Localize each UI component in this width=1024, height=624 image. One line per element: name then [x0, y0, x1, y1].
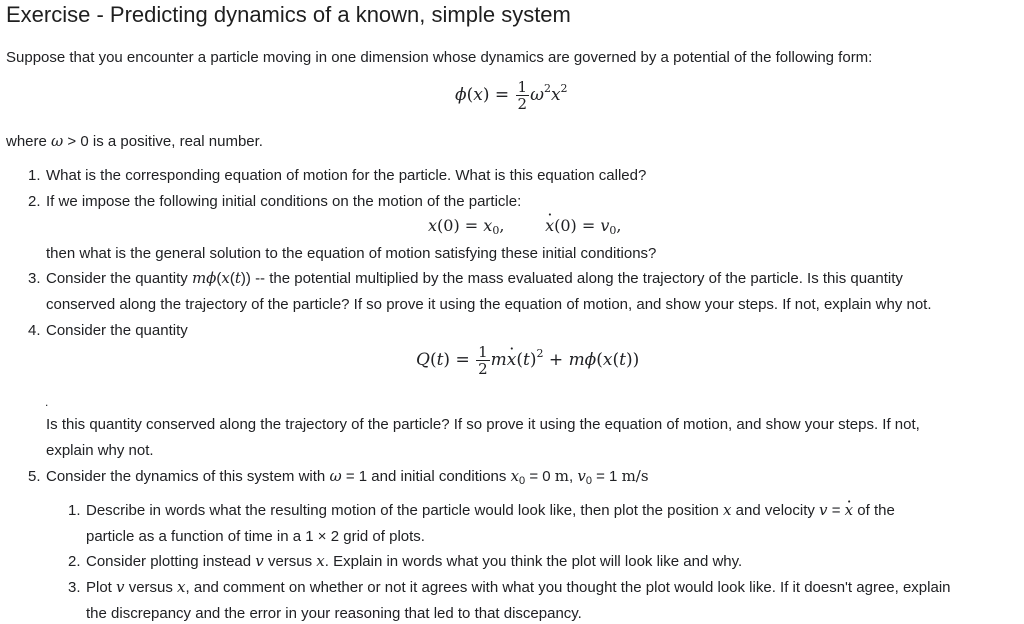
sub-list-item: 2. Consider plotting instead v versus x. Explain in words what you think the plot will look like and why.: [68, 552, 743, 570]
list-item: 3. Consider the quantity mϕ(x(t)) -- the potential multiplied by the mass evaluated along the trajectory of the particle. Is this quantity: [28, 269, 903, 287]
list-item: 4. Consider the quantity: [28, 322, 188, 339]
initial-conditions-equation: $x(0) = x_0$, $x \cdot(0) = v_0$,: [428, 216, 622, 235]
list-item-continuation: then what is the general solution to the equation of motion satisfying these initial conditions?: [46, 245, 657, 262]
list-item-continuation: explain why not.: [46, 442, 154, 459]
list-item: 5. Consider the dynamics of this system with ω = 1 and initial conditions $x_0 = 0$ m, $v_0 = 1$ m/s: [28, 467, 649, 487]
equation-period: .: [45, 395, 49, 409]
sub-list-item-continuation: particle as a function of time in a 1 × 2 grid of plots.: [86, 528, 425, 545]
intro-text: Suppose that you encounter a particle moving in one dimension whose dynamics are governed by a potential of the following form:: [6, 49, 873, 66]
energy-equation: Q(t) = $\frac{1}{2}$ mx $\cdot(t)^2 + m\phi(x(t))$: [416, 344, 639, 377]
list-item-continuation: conserved along the trajectory of the particle? If so prove it using the equation of motion, and show your steps. If not, explain why not.: [46, 296, 932, 313]
sub-list-item: 1. Describe in words what the resulting motion of the particle would look like, then plot the position x and velocity v = x · of the: [68, 501, 895, 520]
list-item: 2. If we impose the following initial conditions on the motion of the particle:: [28, 193, 522, 210]
sub-list-item-continuation: the discrepancy and the error in your reasoning that led to that discepancy.: [86, 605, 582, 622]
page-title: Exercise - Predicting dynamics of a known, simple system: [6, 2, 571, 27]
where-text: where ω > 0 is a positive, real number.: [6, 132, 263, 150]
list-item-continuation: Is this quantity conserved along the trajectory of the particle? If so prove it using the equation of motion, and show your steps. If not,: [46, 416, 920, 433]
sub-list-item: 3. Plot v versus x, and comment on whether or not it agrees with what you thought the plot would look like. If it doesn't agree, explain: [68, 578, 951, 596]
list-item: 1. What is the corresponding equation of motion for the particle. What is this equation called?: [28, 167, 647, 184]
potential-equation: ϕ(x) = $\frac{1}{2}$ $\omega^2x^2$: [455, 78, 568, 113]
